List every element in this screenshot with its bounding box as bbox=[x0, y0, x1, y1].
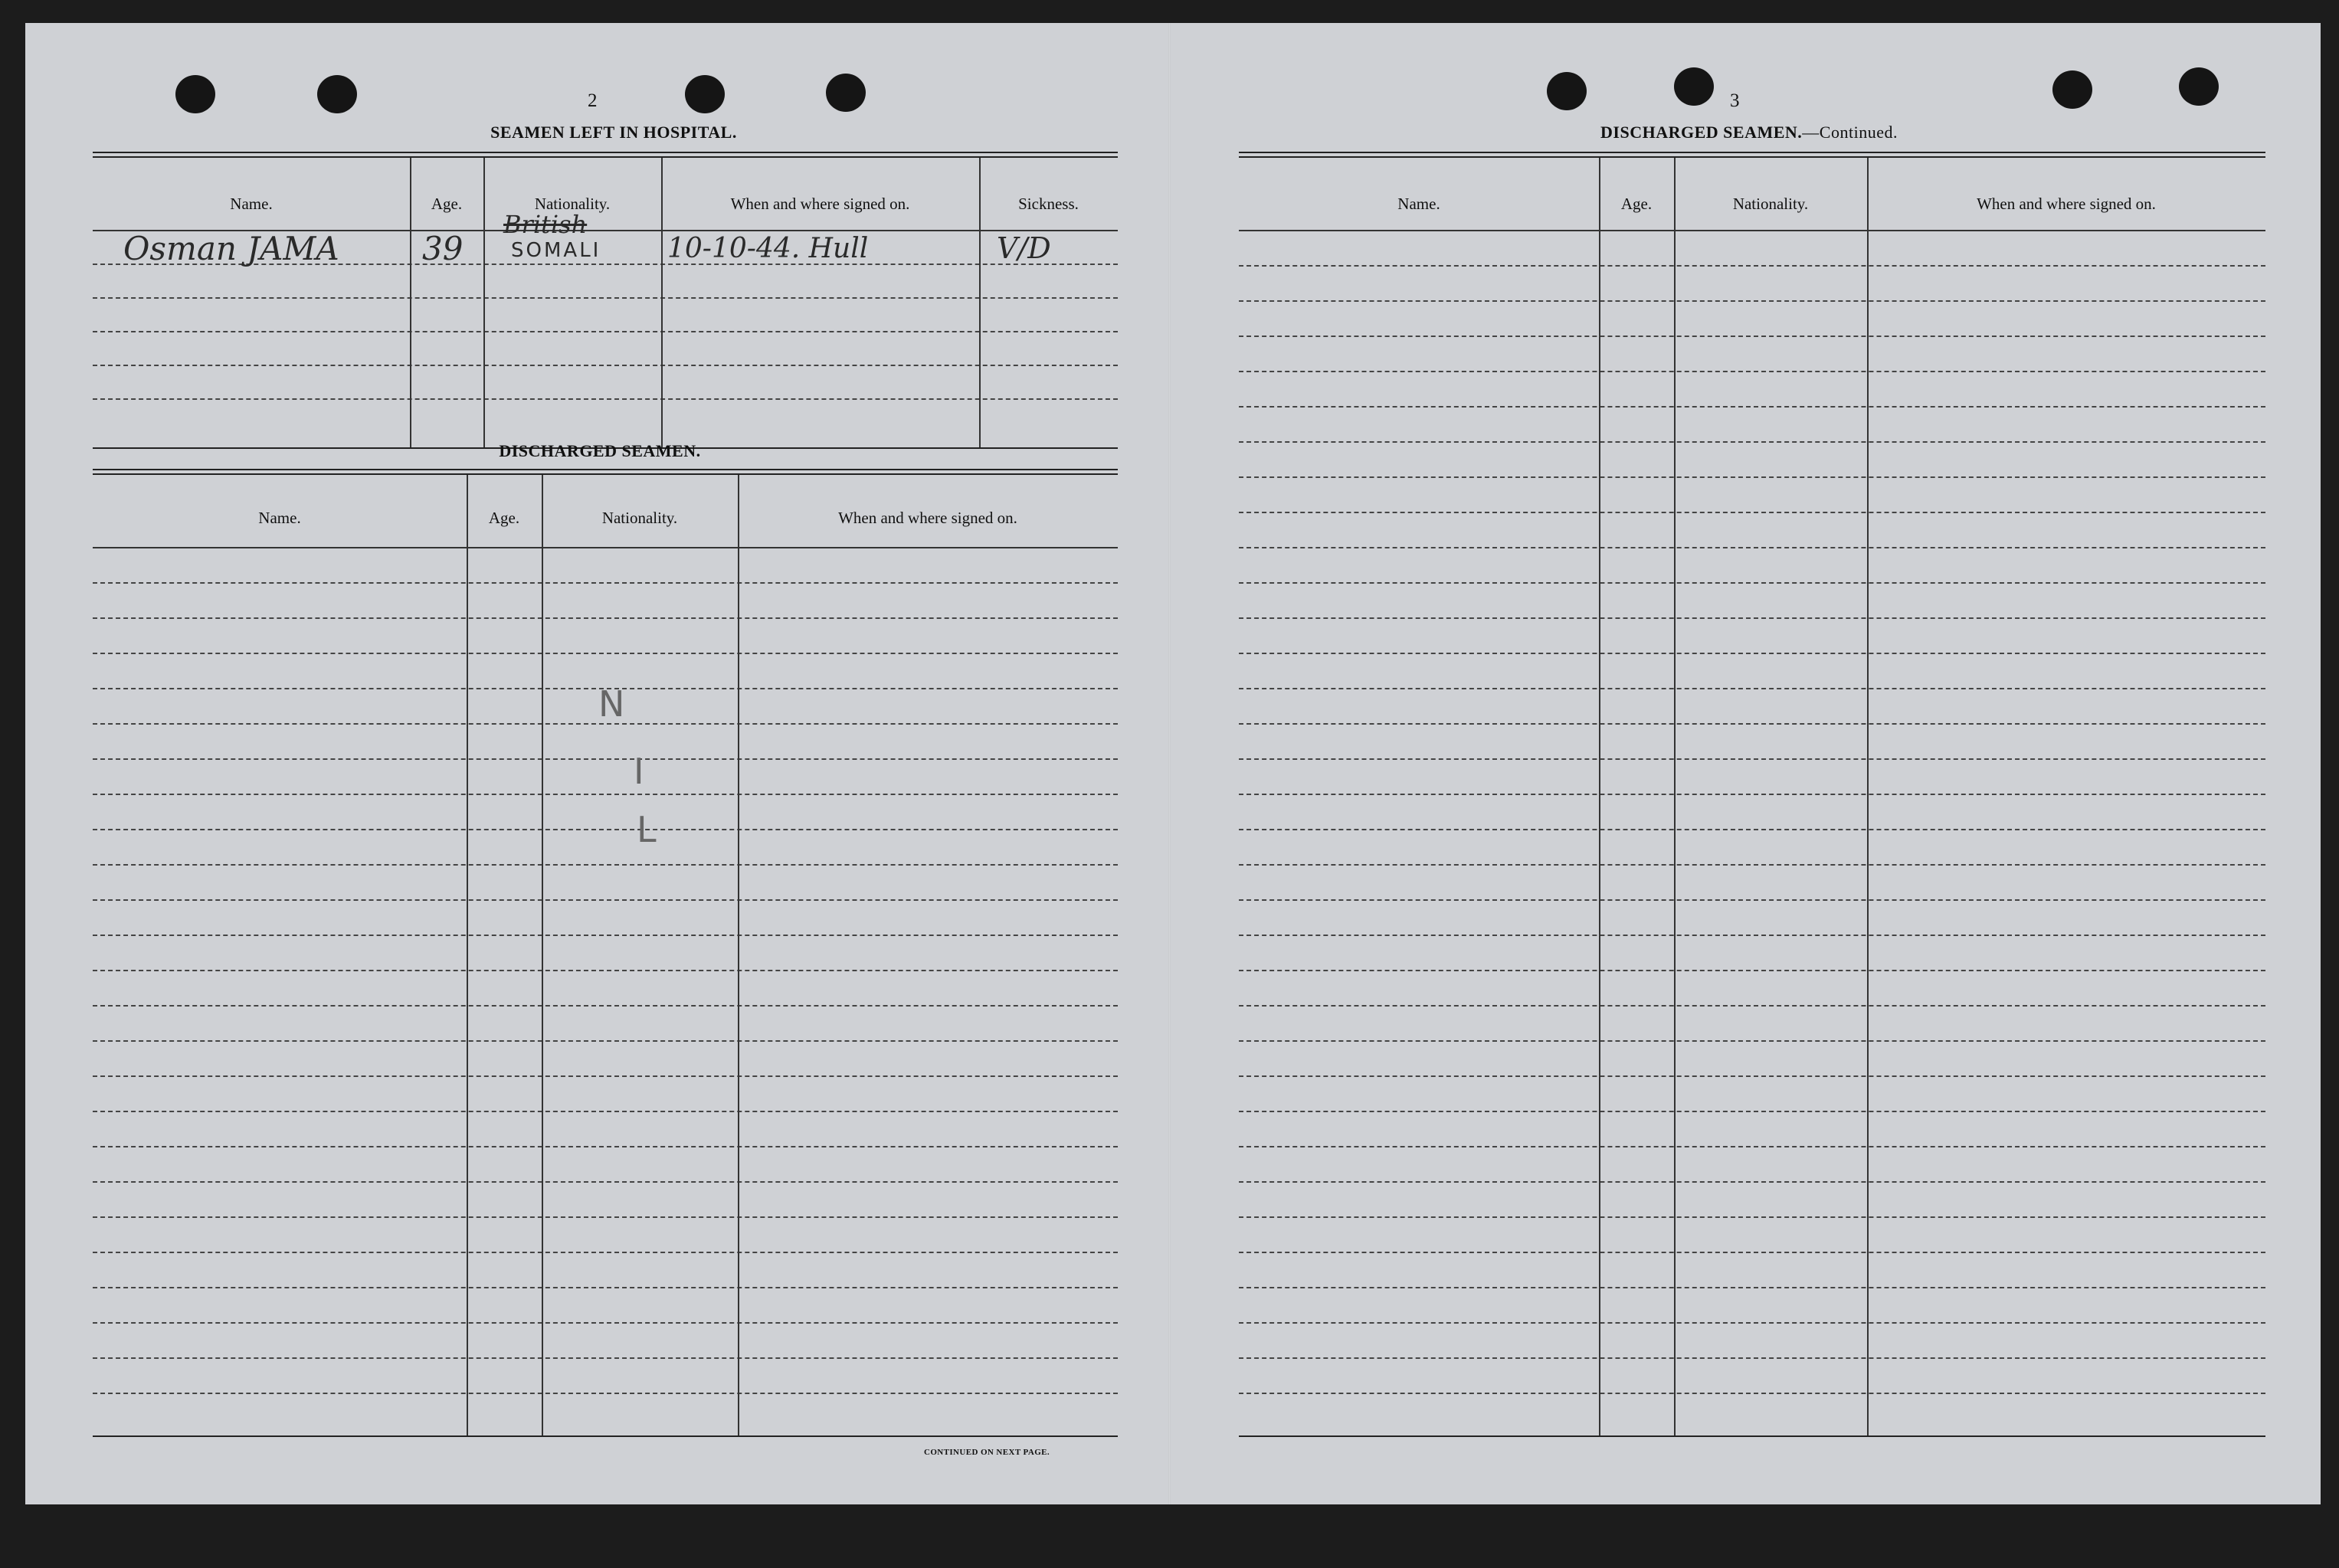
nil-mark-l: L bbox=[637, 809, 657, 850]
col-header-name: Name. bbox=[258, 509, 301, 527]
page-number-right: 3 bbox=[1730, 90, 1740, 111]
ruled-line bbox=[1239, 1005, 2265, 1007]
ruled-line bbox=[1239, 406, 2265, 408]
col-header-age: Age. bbox=[1620, 195, 1653, 213]
ruled-line bbox=[93, 1357, 1118, 1359]
punch-hole bbox=[2179, 67, 2219, 106]
ruled-line bbox=[1239, 617, 2265, 619]
nil-mark-i: I bbox=[634, 751, 644, 792]
ruled-line bbox=[93, 829, 1118, 830]
ruled-line bbox=[93, 1252, 1118, 1253]
col-header-nationality: Nationality. bbox=[1732, 195, 1809, 213]
ruled-line bbox=[1239, 1393, 2265, 1394]
col-header-age: Age. bbox=[488, 509, 520, 527]
ruled-line bbox=[1239, 758, 2265, 760]
ruled-line bbox=[93, 617, 1118, 619]
col-header-signed-on: When and where signed on. bbox=[1977, 195, 2156, 213]
ruled-line bbox=[1239, 935, 2265, 936]
ruled-line bbox=[1239, 653, 2265, 654]
nil-mark-n: N bbox=[598, 683, 625, 725]
discharged-continued-title bbox=[1581, 123, 1918, 142]
ruled-line bbox=[1239, 899, 2265, 901]
punch-hole bbox=[1674, 67, 1714, 106]
col-header-name: Name. bbox=[230, 195, 273, 213]
ruled-line bbox=[1239, 336, 2265, 337]
ruled-line bbox=[1239, 1216, 2265, 1218]
col-header-nationality: Nationality. bbox=[601, 509, 678, 527]
ruled-line bbox=[1239, 970, 2265, 971]
entry-nationality-struck: British bbox=[503, 210, 588, 239]
discharged-section-title: DISCHARGED SEAMEN. bbox=[499, 441, 701, 460]
ruled-line bbox=[93, 582, 1118, 584]
ruled-line bbox=[93, 864, 1118, 866]
discharged-table-left bbox=[93, 469, 1118, 1488]
ruled-line bbox=[1239, 265, 2265, 267]
ruled-line bbox=[93, 1040, 1118, 1042]
ruled-line bbox=[1239, 441, 2265, 443]
ruled-line bbox=[1239, 547, 2265, 548]
col-header-age: Age. bbox=[431, 195, 463, 213]
col-header-sickness: Sickness. bbox=[1018, 195, 1079, 213]
continued-footer: CONTINUED ON NEXT PAGE. bbox=[924, 1448, 1050, 1457]
ruled-line bbox=[93, 899, 1118, 901]
title-continued: —Continued. bbox=[1802, 123, 1898, 142]
ruled-line bbox=[1239, 864, 2265, 866]
ruled-line bbox=[1239, 794, 2265, 795]
ruled-line bbox=[1239, 582, 2265, 584]
punch-hole bbox=[826, 74, 866, 112]
punch-hole bbox=[685, 75, 725, 113]
ruled-line bbox=[1239, 1075, 2265, 1077]
hospital-section-title: SEAMEN LEFT IN HOSPITAL. bbox=[490, 123, 737, 142]
ruled-line bbox=[93, 970, 1118, 971]
page-number-left: 2 bbox=[588, 90, 598, 111]
ruled-line bbox=[93, 758, 1118, 760]
ruled-line bbox=[93, 1111, 1118, 1112]
entry-signed-on: 10-10-44. Hull bbox=[667, 233, 869, 264]
ruled-line bbox=[1239, 1181, 2265, 1183]
hospital-table bbox=[93, 152, 1118, 450]
ruled-line bbox=[1239, 300, 2265, 302]
entry-nationality: SOMALI bbox=[511, 239, 601, 262]
ruled-line bbox=[93, 1005, 1118, 1007]
col-header-name: Name. bbox=[1397, 195, 1440, 213]
ruled-line bbox=[1239, 1111, 2265, 1112]
ruled-line bbox=[93, 653, 1118, 654]
ruled-line bbox=[1239, 723, 2265, 725]
punch-hole bbox=[1547, 72, 1587, 110]
ruled-line bbox=[93, 1146, 1118, 1147]
ruled-line bbox=[1239, 688, 2265, 689]
ruled-line bbox=[93, 1216, 1118, 1218]
punch-hole bbox=[2052, 70, 2092, 109]
ruled-line bbox=[93, 1393, 1118, 1394]
discharged-table-right bbox=[1239, 152, 2265, 1454]
entry-age: 39 bbox=[422, 230, 464, 267]
punch-hole bbox=[317, 75, 357, 113]
ruled-line bbox=[1239, 829, 2265, 830]
ruled-line bbox=[1239, 1357, 2265, 1359]
entry-sickness: V/D bbox=[997, 231, 1051, 265]
ruled-line bbox=[93, 794, 1118, 795]
ruled-line bbox=[1239, 1322, 2265, 1324]
ruled-line bbox=[93, 1181, 1118, 1183]
entry-name: Osman JAMA bbox=[123, 230, 339, 267]
ruled-line bbox=[93, 1287, 1118, 1288]
ruled-line bbox=[1239, 512, 2265, 513]
ruled-line bbox=[1239, 1146, 2265, 1147]
col-header-signed-on: When and where signed on. bbox=[838, 509, 1017, 527]
ruled-line bbox=[1239, 371, 2265, 372]
ruled-line bbox=[93, 1322, 1118, 1324]
document-sheet bbox=[25, 23, 2321, 1504]
col-header-nationality: Nationality. bbox=[534, 195, 611, 213]
page-fold bbox=[1168, 23, 1171, 1504]
ruled-line bbox=[1239, 1287, 2265, 1288]
ruled-line bbox=[93, 1075, 1118, 1077]
punch-hole bbox=[175, 75, 215, 113]
title-main: DISCHARGED SEAMEN. bbox=[1600, 123, 1803, 142]
ruled-line bbox=[1239, 476, 2265, 478]
col-header-signed-on: When and where signed on. bbox=[730, 195, 910, 213]
ruled-line bbox=[93, 935, 1118, 936]
ruled-line bbox=[1239, 1040, 2265, 1042]
ruled-line bbox=[1239, 1252, 2265, 1253]
